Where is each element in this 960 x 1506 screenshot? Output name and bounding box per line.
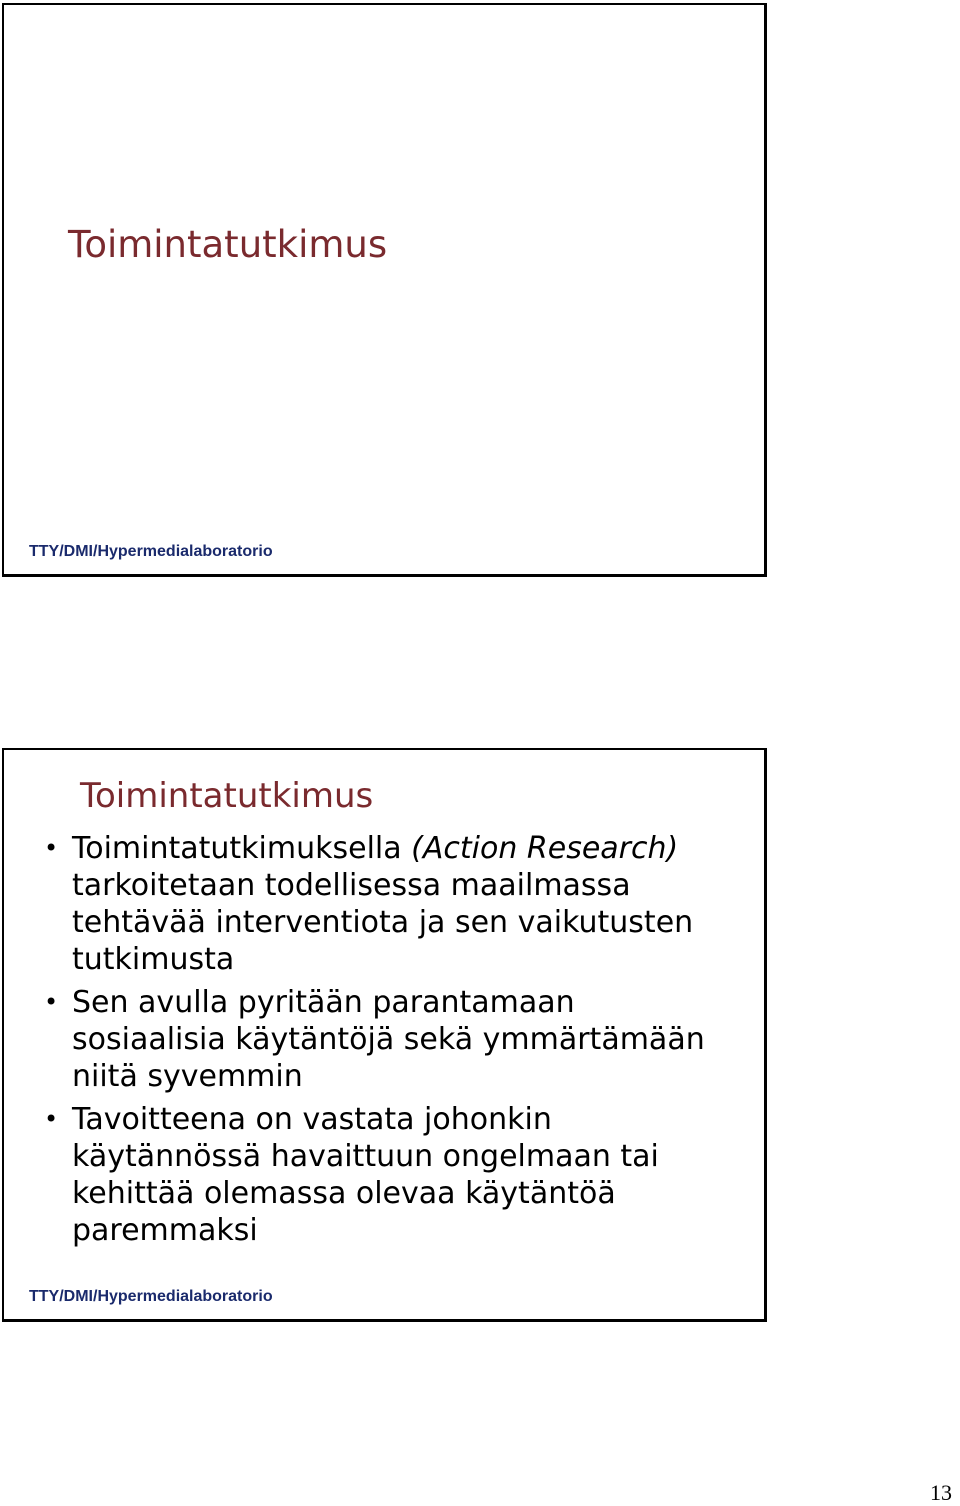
bullet-line (72, 830, 744, 867)
bullet-line: paremmaksi (72, 1213, 258, 1248)
slide-2 (2, 748, 767, 1322)
bullet-line: sosiaalisia käytäntöjä sekä ymmärtämään (72, 1022, 705, 1057)
bullet-icon: • (44, 1105, 59, 1133)
bullet-text: Toimintatutkimuksella (72, 831, 412, 866)
slide-title: Toimintatutkimus (68, 223, 388, 266)
slide-footer: TTY/DMI/Hypermedialaboratorio (29, 1288, 273, 1305)
bullet-line: Tavoitteena on vastata johonkin (72, 1102, 552, 1137)
slide-title: Toimintatutkimus (80, 776, 374, 816)
bullet-icon: • (44, 834, 59, 862)
bullet-line: tehtävää interventiota ja sen vaikutusten (72, 905, 694, 940)
bullet-text-italic: (Action Research) (411, 831, 679, 866)
page-number: 13 (930, 1480, 952, 1505)
bullet-line: Sen avulla pyritään parantamaan (72, 985, 575, 1020)
bullet-item (44, 984, 744, 1095)
bullet-line: niitä syvemmin (72, 1059, 303, 1094)
slide-footer: TTY/DMI/Hypermedialaboratorio (29, 543, 273, 560)
bullet-line: tarkoitetaan todellisessa maailmassa (72, 868, 631, 903)
bullet-item (44, 830, 744, 978)
bullet-icon: • (44, 988, 59, 1016)
bullet-line: tutkimusta (72, 942, 235, 977)
slide-1 (2, 3, 767, 577)
bullet-item (44, 1101, 744, 1249)
bullet-line: käytännössä havaittuun ongelmaan tai (72, 1139, 659, 1174)
bullet-line: kehittää olemassa olevaa käytäntöä (72, 1176, 616, 1211)
bullet-list (44, 830, 744, 1255)
